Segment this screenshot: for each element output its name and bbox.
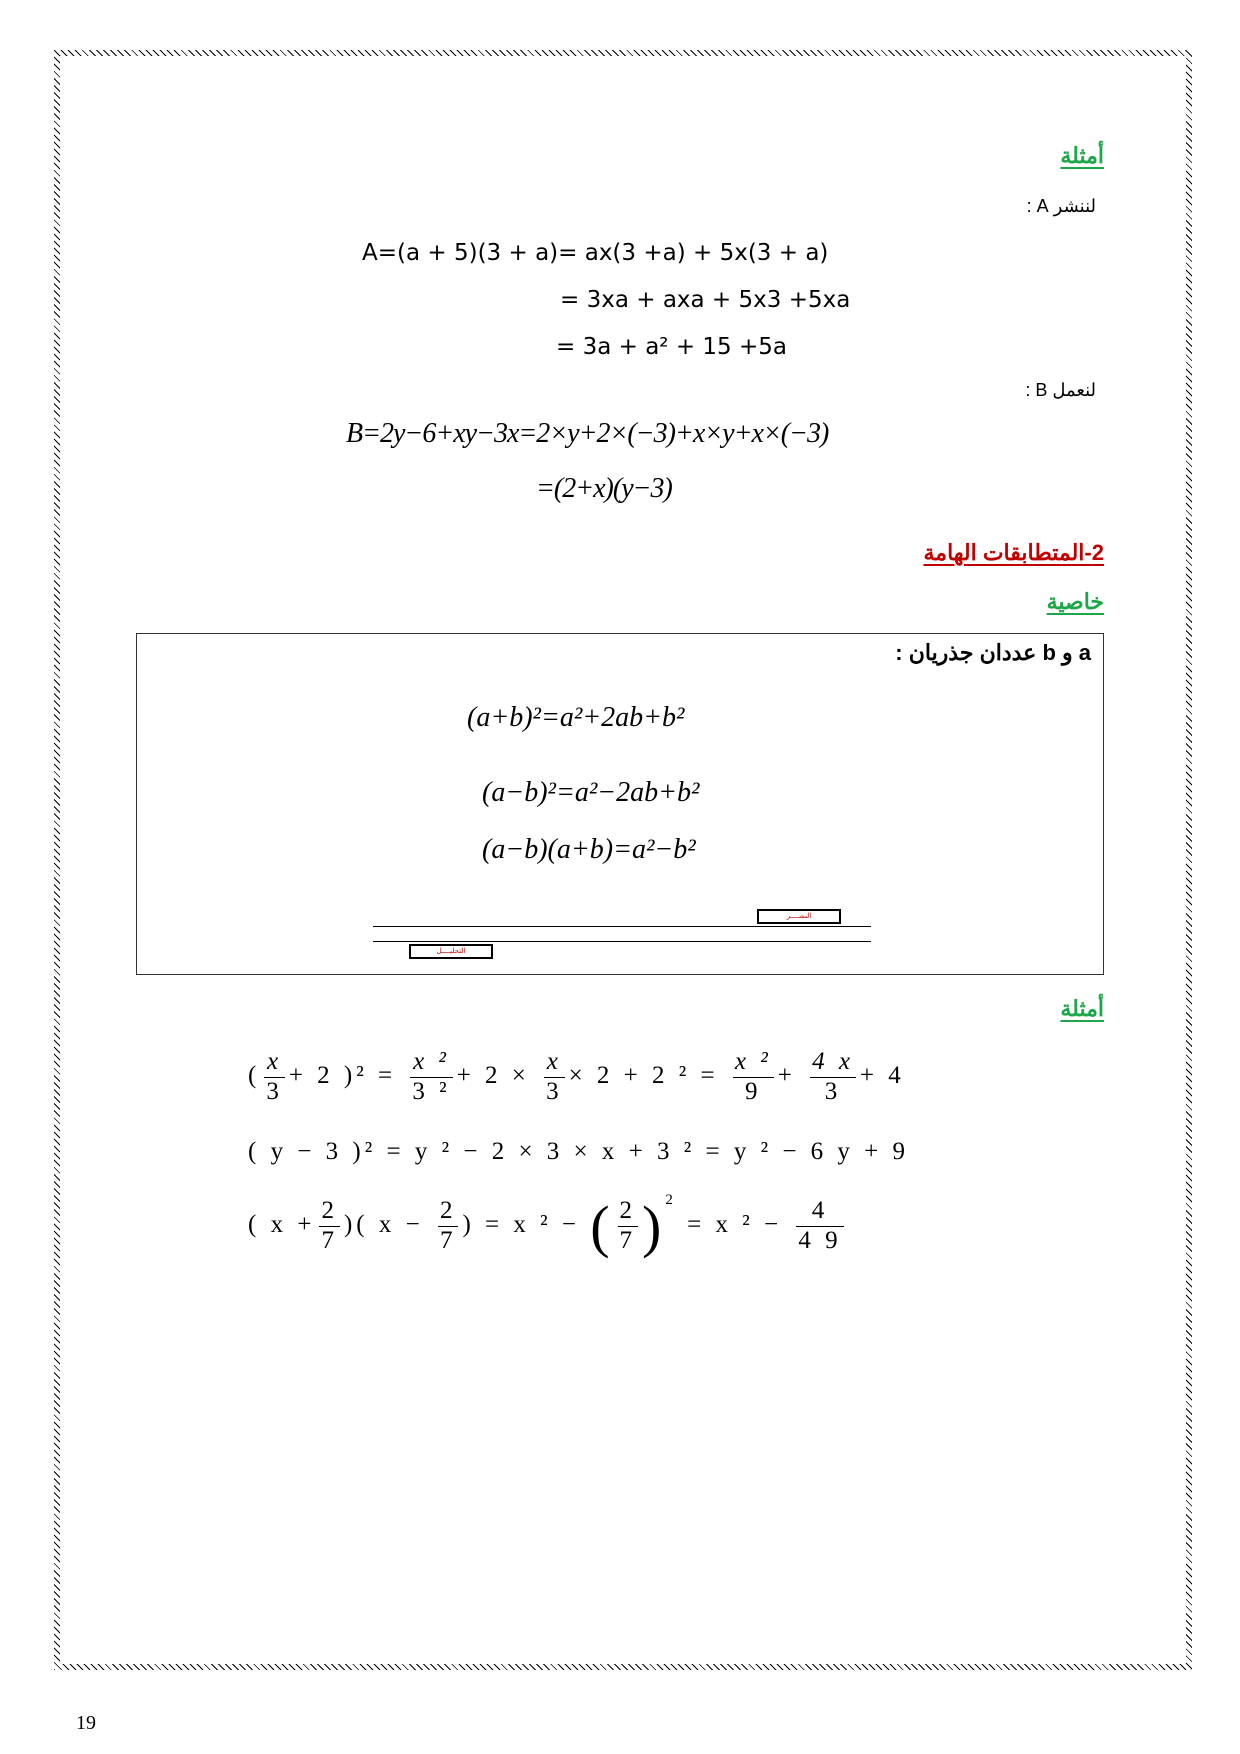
property-heading: خاصية [1046, 589, 1104, 614]
identity-difference-of-squares: (a−b)(a+b)=a²−b² [482, 834, 696, 865]
fraction-2-over-7-a [319, 1197, 340, 1256]
examples-heading-2: أمثلة [1060, 996, 1104, 1021]
identity-square-of-difference: (a−b)²=a²−2ab+b² [482, 777, 700, 808]
frac-num: 2 [321, 1197, 338, 1225]
example-3-p2: )( x − [343, 1211, 424, 1238]
frac-den: 3 [546, 1077, 563, 1105]
fraction-4x-over-3 [810, 1048, 856, 1107]
tag-expansion: النشــــر [757, 909, 841, 924]
fraction-x-over-3-b [544, 1048, 565, 1107]
fraction-x-over-3 [264, 1048, 285, 1107]
arrow-line-top [373, 926, 871, 927]
frac-num: x ² [734, 1048, 772, 1075]
example-line-3 [248, 1192, 848, 1260]
examples-heading-1: أمثلة [1060, 143, 1104, 168]
example-3-p3: ) = x ² − [462, 1211, 580, 1238]
frac-den: 4 9 [798, 1226, 842, 1254]
frac-num: 4 x [812, 1048, 854, 1075]
expand-a-label: لننشر A : [1026, 196, 1096, 216]
exponent-2: 2 [665, 1192, 677, 1208]
left-paren-big: ( [590, 1193, 614, 1259]
example-1-tail: + 4 [859, 1061, 905, 1089]
factor-b-label: لنعمل B : [1025, 380, 1096, 400]
frac-num: 2 [439, 1197, 457, 1225]
frac-den: 7 [439, 1226, 457, 1254]
expansion-a-line-3: = 3a + a² + 15 +5a [556, 334, 787, 360]
fraction-2-over-7-c [618, 1197, 639, 1256]
frac-den: 3 ² [412, 1077, 451, 1105]
example-1-mid4: + [777, 1061, 796, 1089]
right-paren-big: ) [642, 1193, 666, 1259]
example-1-mid1: + 2 )² = [288, 1061, 397, 1089]
fraction-2-over-7-b [438, 1197, 459, 1256]
fraction-x2-over-9 [733, 1048, 774, 1107]
property-box [136, 633, 1104, 975]
frac-num: x [267, 1048, 283, 1075]
frac-den: 3 [266, 1077, 283, 1105]
example-3-p4: = x ² − [687, 1211, 783, 1238]
fraction-x2-over-3-2 [410, 1048, 452, 1107]
frac-den: 3 [810, 1077, 856, 1107]
example-3-p1: ( x + [248, 1211, 316, 1238]
frac-num: x [546, 1048, 562, 1075]
example-1-mid3: × 2 + 2 ² = [568, 1061, 719, 1089]
frac-num: 2 [619, 1197, 637, 1225]
tag-factoring: التحليــــل [409, 944, 493, 959]
frac-num: 4 [811, 1197, 829, 1225]
factor-b-line-2: =(2+x)(y−3) [536, 473, 672, 504]
frac-den: 9 [733, 1077, 774, 1107]
arrow-line-bottom [373, 941, 871, 942]
example-line-1 [248, 1048, 905, 1107]
page-number: 19 [76, 1712, 96, 1734]
section-title-identities: 2-المتطابقات الهامة [923, 540, 1104, 565]
expansion-a-line-1: A=(a + 5)(3 + a)= ax(3 +a) + 5x(3 + a) [362, 240, 829, 266]
example-1-mid2: + 2 × [456, 1061, 530, 1089]
fraction-4-over-49 [796, 1197, 843, 1256]
example-1-open: ( [248, 1061, 261, 1089]
frac-num: x ² [413, 1048, 450, 1075]
expansion-a-line-2: = 3xa + axa + 5x3 +5xa [560, 287, 851, 313]
identity-square-of-sum: (a+b)²=a²+2ab+b² [467, 702, 685, 733]
frac-den: 7 [321, 1226, 338, 1254]
factor-b-line-1: B=2y−6+xy−3x=2×y+2×(−3)+x×y+x×(−3) [346, 418, 829, 449]
property-statement: a و b عددان جذريان : [895, 640, 1091, 665]
frac-den: 7 [619, 1226, 637, 1254]
example-line-2: ( y − 3 )² = y ² − 2 × 3 × x + 3 ² = y ² − 6 y + 9 [248, 1138, 910, 1165]
